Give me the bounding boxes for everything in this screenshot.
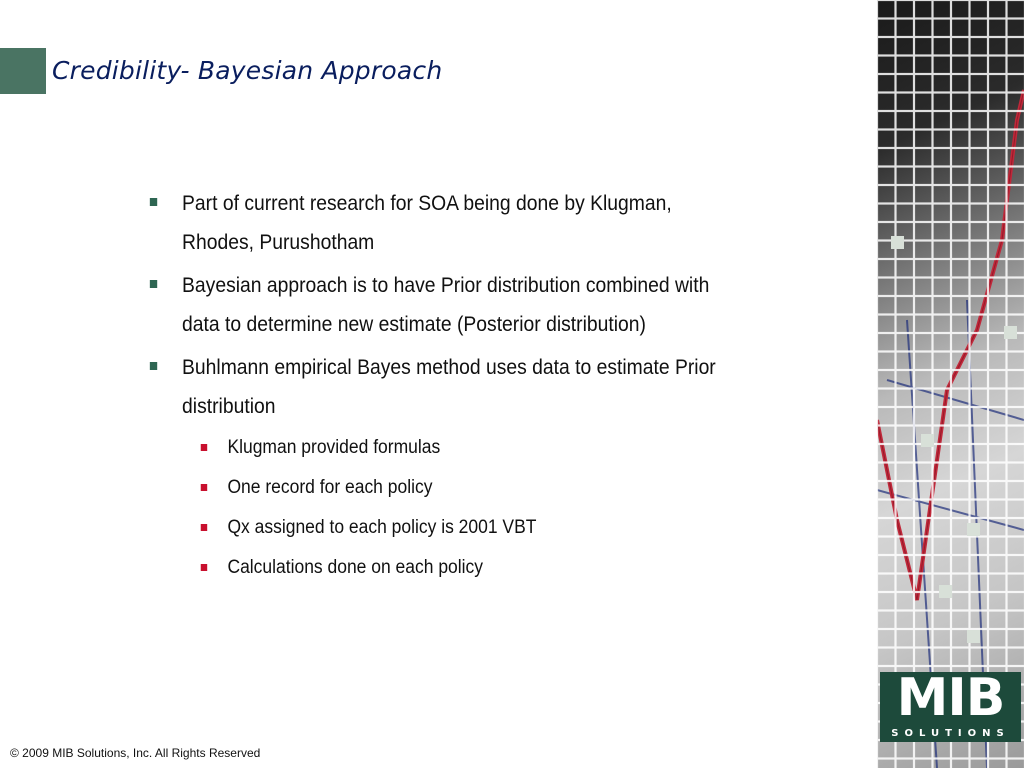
- sub-bullet-list: [198, 428, 758, 588]
- copyright-footer: © 2009 MIB Solutions, Inc. All Rights Reserved: [10, 746, 261, 760]
- sub-bullet-text: Qx assigned to each policy is 2001 VBT: [227, 517, 537, 538]
- sub-bullet-item: [198, 468, 713, 508]
- square-bullet-icon: [150, 280, 157, 288]
- bullet-item: [148, 348, 737, 426]
- decorative-side-panel: [877, 0, 1024, 768]
- logo-subtext: SOLUTIONS: [891, 728, 1010, 739]
- sub-bullet-text: One record for each policy: [227, 477, 433, 498]
- square-bullet-icon: [150, 362, 157, 370]
- bullet-list: [148, 184, 788, 430]
- red-square-bullet-icon: [201, 564, 207, 571]
- bullet-text: Part of current research for SOA being done by Klugman, Rhodes, Purushotham: [182, 192, 672, 254]
- title-accent-block: [0, 48, 46, 94]
- red-square-bullet-icon: [201, 444, 207, 451]
- bullet-text: Buhlmann empirical Bayes method uses data to estimate Prior distribution: [182, 356, 716, 418]
- square-bullet-icon: [150, 198, 157, 206]
- sub-bullet-text: Klugman provided formulas: [227, 437, 441, 458]
- bullet-text: Bayesian approach is to have Prior distribution combined with data to determine new estimate (Posterior distribution): [182, 274, 710, 336]
- sub-bullet-text: Calculations done on each policy: [227, 557, 484, 578]
- logo-text: MIB: [896, 668, 1005, 728]
- slide-title: Credibility- Bayesian Approach: [52, 56, 443, 85]
- sub-bullet-item: [198, 508, 713, 548]
- bullet-item: [148, 184, 737, 262]
- decorative-chart-graphic: [877, 0, 1024, 768]
- sub-bullet-item: [198, 428, 713, 468]
- sub-bullet-item: [198, 548, 713, 588]
- red-square-bullet-icon: [201, 484, 207, 491]
- red-square-bullet-icon: [201, 524, 207, 531]
- bullet-item: [148, 266, 737, 344]
- mib-solutions-logo: [880, 668, 1021, 742]
